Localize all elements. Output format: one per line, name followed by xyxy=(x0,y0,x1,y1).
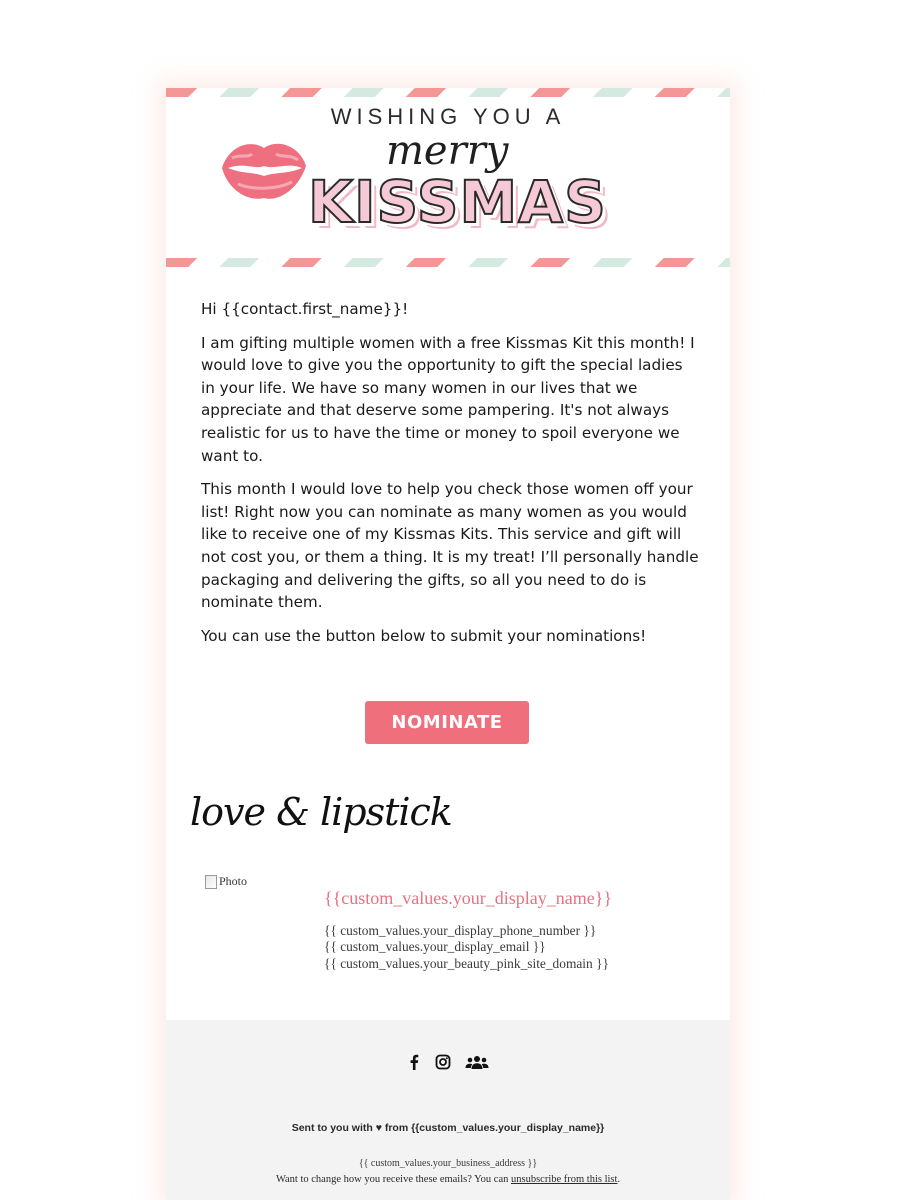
sent-with-line: Sent to you with ♥ from {{custom_values.your_display_name}} xyxy=(291,1122,605,1134)
email-body xyxy=(201,298,701,658)
social-links xyxy=(166,1054,730,1070)
nominate-button[interactable]: NOMINATE xyxy=(365,701,529,744)
email-line: {{ custom_values.your_display_email }} xyxy=(324,939,546,955)
banner-line-1: WISHING YOU A xyxy=(330,104,566,129)
email-footer xyxy=(166,1020,730,1200)
lips-icon xyxy=(218,132,310,210)
business-address: {{ custom_values.your_business_address }} xyxy=(358,1158,538,1169)
banner-stripe-bottom xyxy=(166,258,730,267)
contact-details xyxy=(324,923,609,972)
photo-placeholder xyxy=(205,874,247,889)
unsubscribe-prefix: Want to change how you receive these emails? You can xyxy=(275,1174,511,1185)
broken-image-icon xyxy=(205,875,217,889)
greeting: Hi {{contact.first_name}}! xyxy=(201,300,409,318)
photo-alt-text: Photo xyxy=(219,874,248,888)
unsubscribe-suffix: . xyxy=(617,1174,621,1185)
site-line: {{ custom_values.your_beauty_pink_site_domain }} xyxy=(324,955,609,971)
unsubscribe-link[interactable]: unsubscribe from this list xyxy=(510,1174,618,1185)
banner-script: merry xyxy=(386,128,509,174)
group-icon[interactable] xyxy=(465,1054,489,1070)
display-name: {{custom_values.your_display_name}} xyxy=(324,888,613,908)
unsubscribe-line xyxy=(166,1174,730,1185)
paragraph-1: I am gifting multiple women with a free Kissmas Kit this month! I would love to give you the opportunity to gift the special ladies in your life. We have so many women in our lives that we appreciate and that deserve some pampering. It's not always realistic for us to have the time or money to spoil everyone we want to. xyxy=(201,333,695,465)
paragraph-2: This month I would love to help you check those women off your list! Right now you can nominate as many women as you would like to receive one of my Kissmas Kits. This service and gift will not cost you, or them a thing. It is my treat! I’ll personally handle packaging and delivering the gifts, so all you need to do is nominate them. xyxy=(201,480,699,612)
signature: love & lipstick xyxy=(190,790,452,834)
facebook-icon[interactable] xyxy=(407,1054,421,1070)
email-card xyxy=(166,88,730,1200)
banner-title: KISSMAS xyxy=(308,168,607,236)
kissmas-banner xyxy=(166,88,730,268)
phone-line: {{ custom_values.your_display_phone_number }} xyxy=(324,923,597,938)
paragraph-3: You can use the button below to submit your nominations! xyxy=(201,626,647,645)
instagram-icon[interactable] xyxy=(435,1054,451,1070)
banner-stripe-top xyxy=(166,88,730,97)
